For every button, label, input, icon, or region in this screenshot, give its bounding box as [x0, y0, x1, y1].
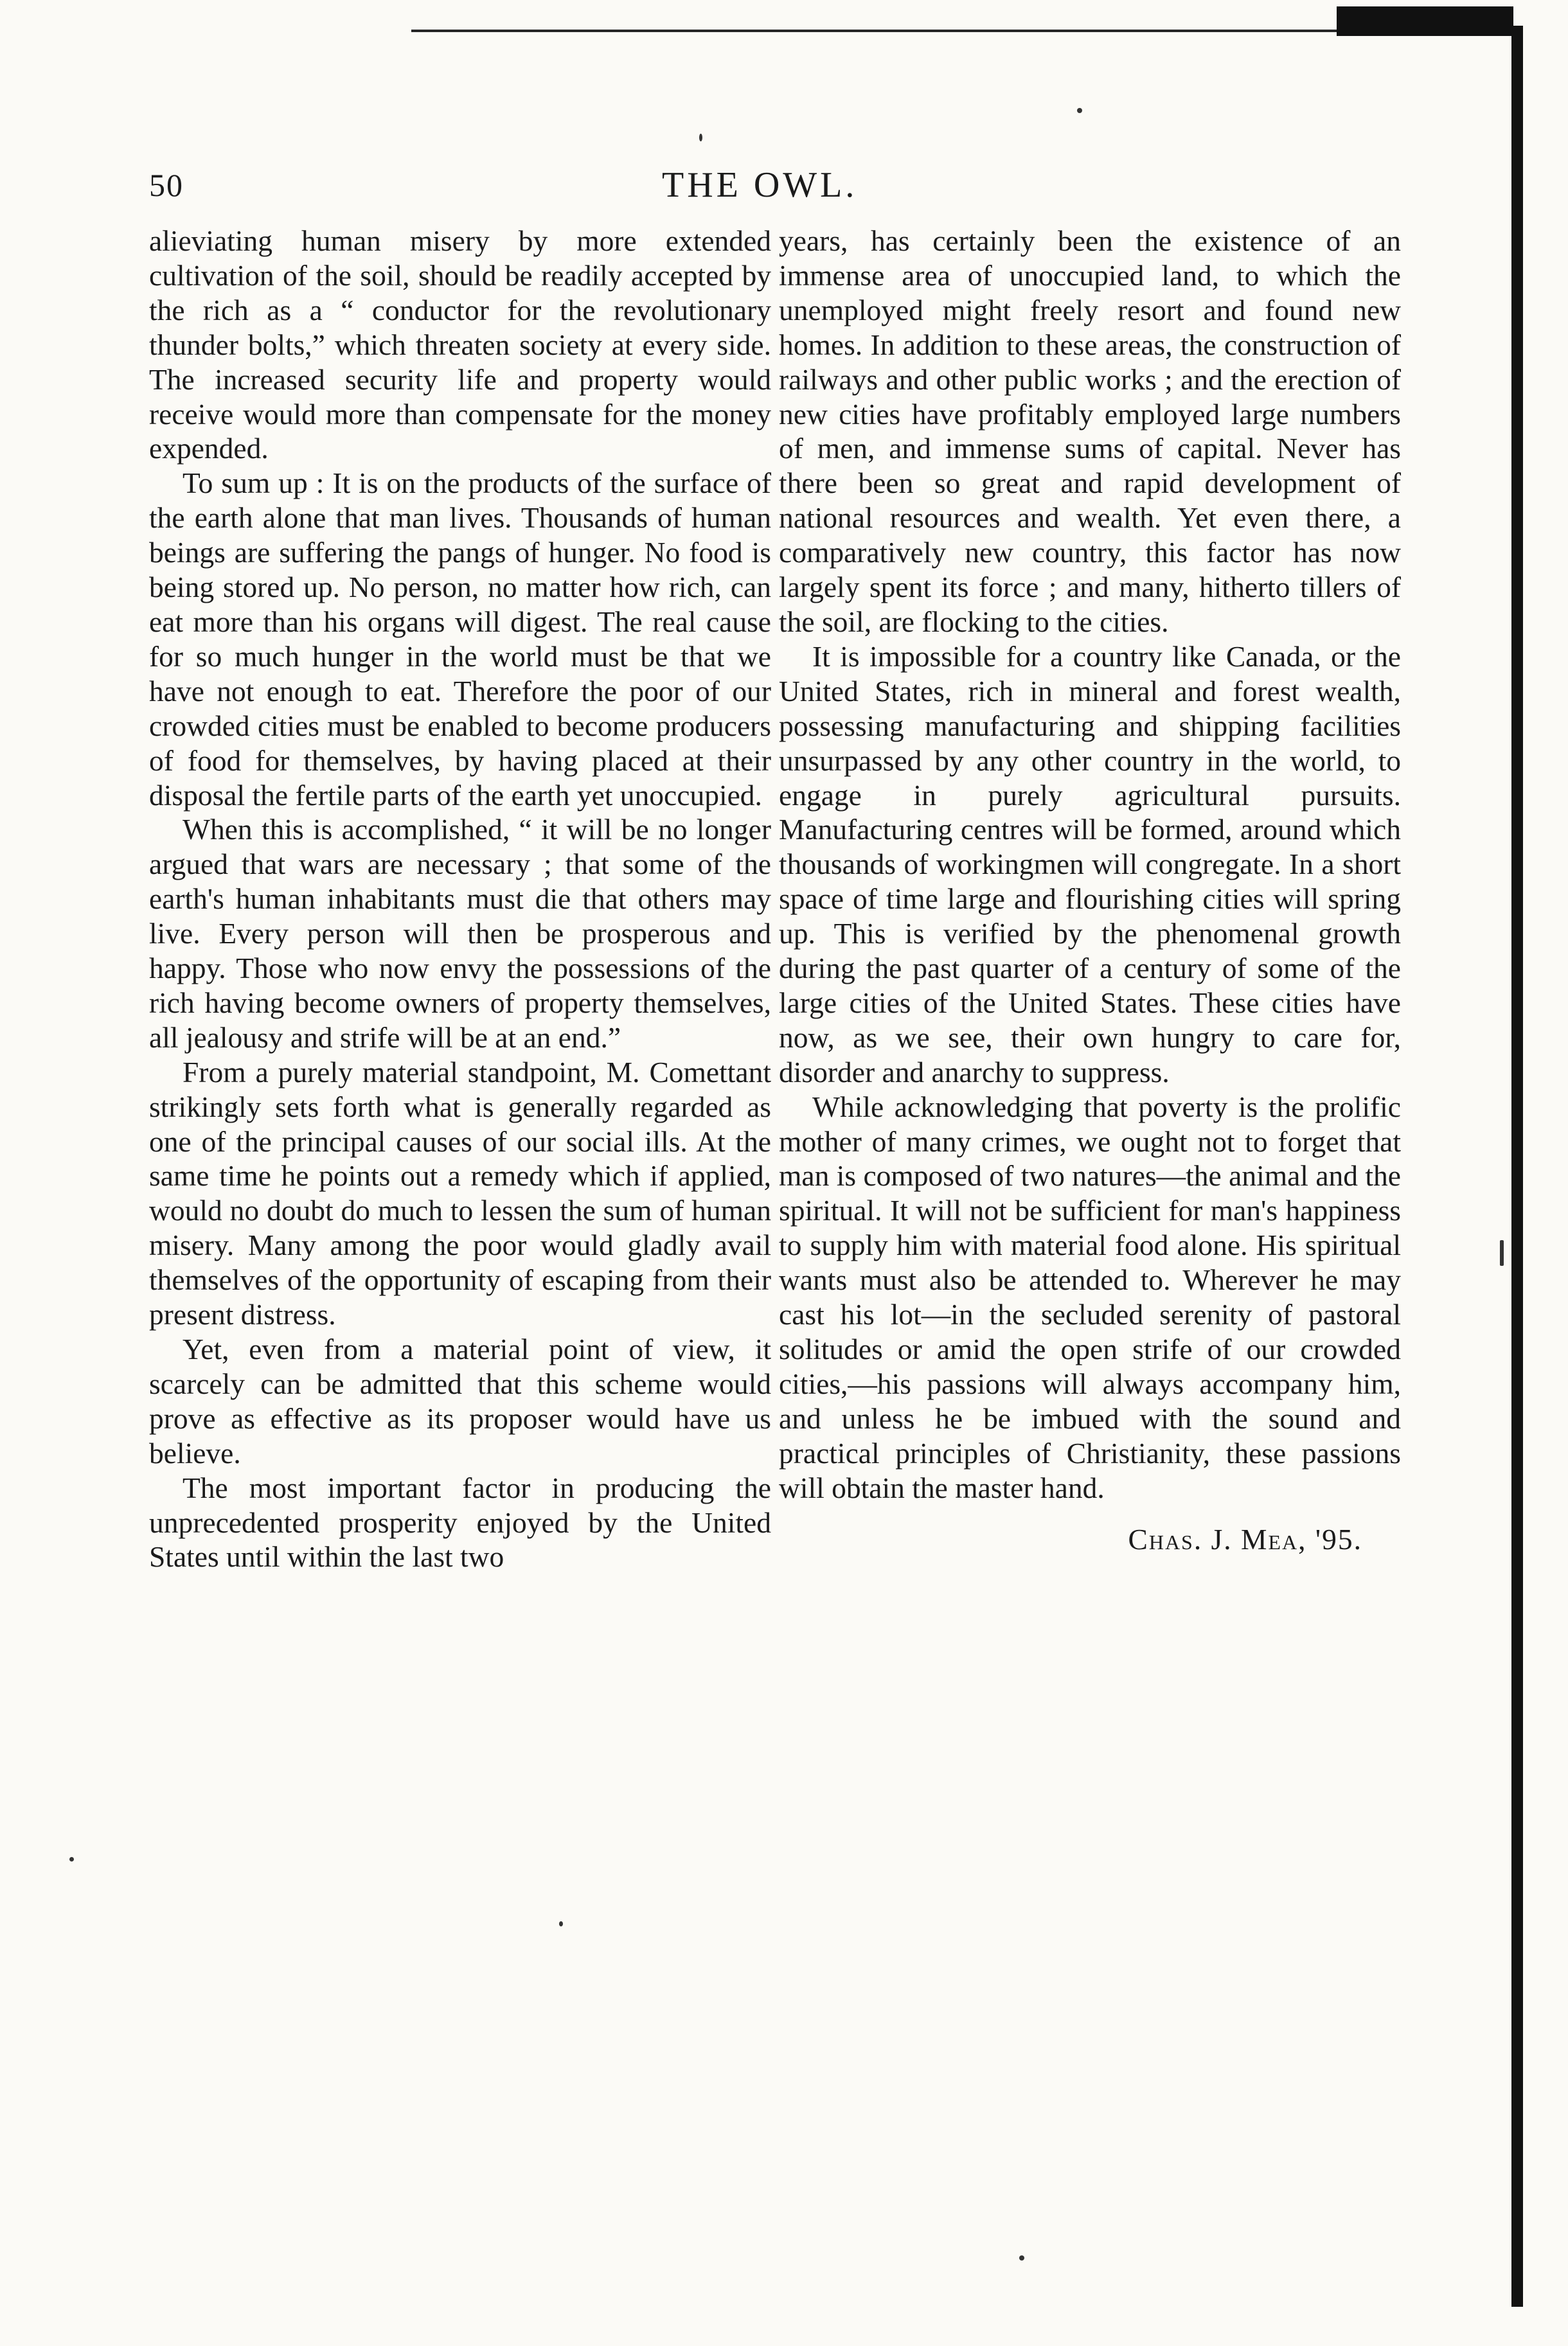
paragraph: Yet, even from a material point of view, it scarcely can be admitted that this scheme would prove as effective as its proposer would have us believe. [149, 1333, 771, 1470]
print-speck [1019, 2255, 1024, 2261]
top-rule-heavy [1337, 6, 1513, 36]
page-number: 50 [149, 167, 184, 203]
left-column [149, 224, 771, 1574]
page-edge-shadow [1511, 26, 1523, 2307]
paragraph: From a purely material standpoint, M. Comettant strikingly sets forth what is generally regarded as one of the principal causes of our social ills. At the same time he points out a remedy which if applied, would no doubt do much to lessen the sum of human misery. Many among the poor would gladly avail themselves of the opportunity of escaping from their present distress. [149, 1055, 771, 1331]
print-speck [1077, 108, 1082, 113]
print-speck [559, 1921, 563, 1926]
print-speck [699, 134, 702, 141]
paragraph: The most important factor in producing the unprecedented prosperity enjoyed by the United States until within the last two [149, 1471, 771, 1574]
paragraph: It is impossible for a country like Canada, or the United States, rich in mineral and forest wealth, possessing manufacturing and shipping facilities unsurpassed by any other country in the world, to engage in purely agricultural pursuits. Manufacturing centres will be formed, around which thousands of workingmen will congregate. In a short space of time large and flourishing cities will spring up. This is verified by the phenomenal growth during the past quarter of a century of some of the large cities of the United States. These cities have now, as we see, their own hungry to care for, disorder and anarchy to suppress. [779, 639, 1401, 1089]
print-speck [69, 1857, 74, 1862]
author-signature: Chas. J. Mea, '95. [1128, 1522, 1362, 1556]
right-column [779, 224, 1401, 1556]
paragraph: When this is accomplished, “ it will be no longer argued that wars are necessary ; that some of the earth's human inhabitants must die that others may live. Every person will then be prosperous and happy. Those who now envy the possessions of the rich having become owners of property themselves, all jealousy and strife will be at an end.” [149, 813, 771, 1054]
paragraph: alieviating human misery by more extended cultivation of the soil, should be readily accepted by the rich as a “ conductor for the revolutionary thunder bolts,” which threaten society at every side. The increased security life and property would receive would more than compensate for the money expended. [149, 224, 771, 465]
paragraph: While acknowledging that poverty is the prolific mother of many crimes, we ought not to forget that man is composed of two natures—the animal and the spiritual. It will not be sufficient for man's happiness to supply him with material food alone. His spiritual wants must also be attended to. Wherever he may cast his lot—in the secluded serenity of pastoral solitudes or amid the open strife of our crowded cities,—his passions will always accompany him, and unless he be imbued with the sound and practical principles of Christianity, these passions will obtain the master hand. [779, 1090, 1401, 1504]
paragraph: years, has certainly been the existence of an immense area of unoccupied land, to which the unemployed might freely resort and found new homes. In addition to these areas, the construction of railways and other public works ; and the erection of new cities have profitably employed large numbers of men, and immense sums of capital. Never has there been so great and rapid development of national resources and wealth. Yet even there, a comparatively new country, this factor has now largely spent its force ; and many, hitherto tillers of the soil, are flocking to the cities. [779, 224, 1401, 638]
print-speck [1500, 1240, 1504, 1266]
paragraph: To sum up : It is on the products of the surface of the earth alone that man lives. Thousands of human beings are suffering the pangs of hunger. No food is being stored up. No person, no matter how rich, can eat more than his organs will digest. The real cause for so much hunger in the world must be that we have not enough to eat. Therefore the poor of our crowded cities must be enabled to become producers of food for themselves, by having placed at their disposal the fertile parts of the earth yet unoccupied. [149, 467, 771, 812]
running-title: THE OWL. [662, 165, 858, 205]
